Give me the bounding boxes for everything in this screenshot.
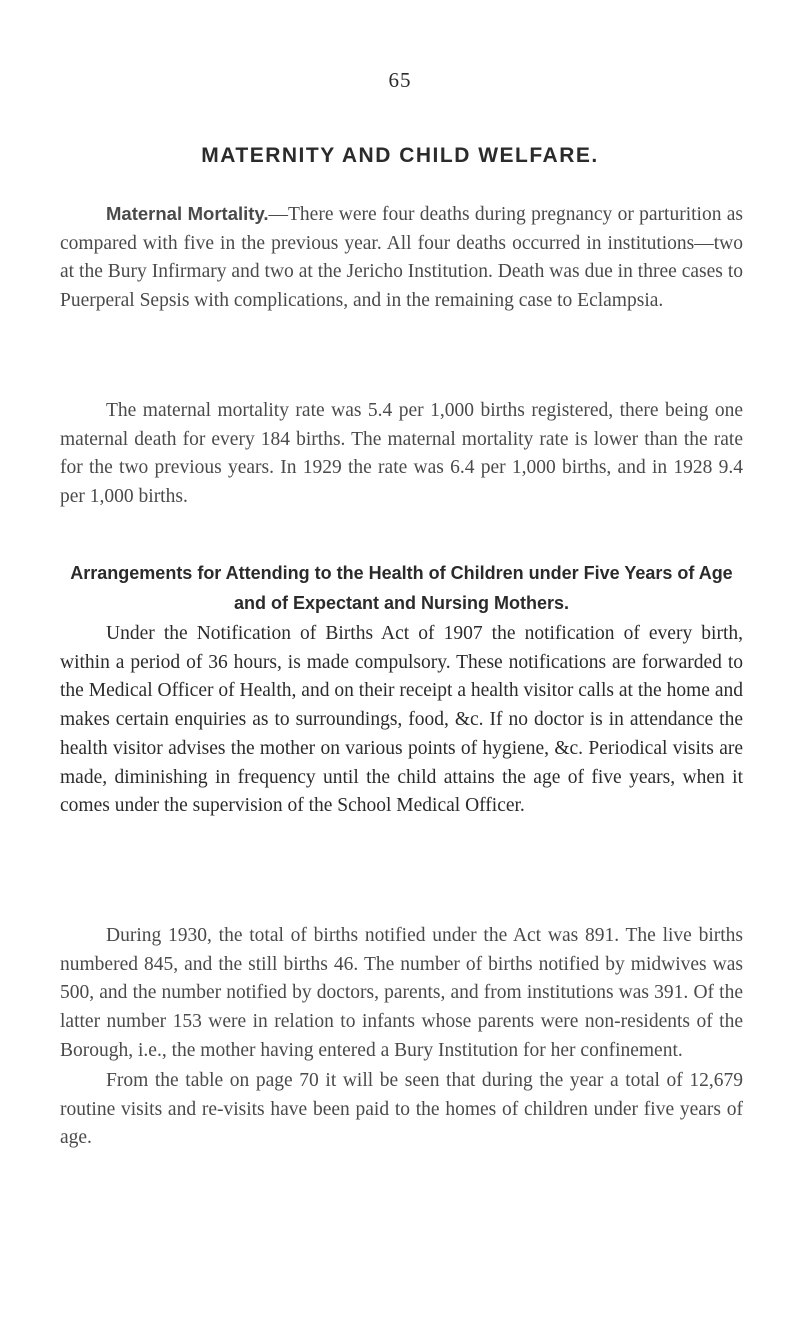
- maternal-mortality-heading: Maternal Mortality.: [106, 203, 269, 224]
- maternal-rate-paragraph: [60, 397, 743, 512]
- page-number: 65: [388, 68, 412, 92]
- births-notified-paragraph: [60, 922, 743, 1066]
- maternal-mortality-paragraph: [60, 200, 743, 316]
- routine-visits-text: From the table on page 70 it will be seen that during the year a total of 12,679 routine visits and re-visits have been paid to the homes of children under five years of age.: [60, 1070, 743, 1149]
- notification-paragraph: [60, 620, 743, 821]
- maternal-rate-text: The maternal mortality rate was 5.4 per 1,000 births registered, there being one maternal death for every 184 births. The maternal mortality rate is lower than the rate for the two previous years. In 1929 the rate was 6.4 per 1,000 births, and in 1928 9.4 per 1,000 births.: [60, 400, 743, 508]
- births-notified-text: During 1930, the total of births notified under the Act was 891. The live births numbered 845, and the still births 46. The number of births notified by midwives was 500, and the number notified by doctors, parents, and from institutions was 391. Of the latter number 153 were in relation to infants whose parents were non-residents of the Borough, i.e., the mother having entered a Bury Institution for her confinement.: [60, 925, 743, 1061]
- arrangements-heading: Arrangements for Attending to the Health of Children under Five Years of Age and of Expectant and Nursing Mothers.: [70, 563, 733, 613]
- routine-visits-paragraph: [60, 1067, 743, 1153]
- notification-text: Under the Notification of Births Act of 1907 the notification of every birth, within a period of 36 hours, is made compulsory. These notifications are forwarded to the Medical Officer of Health, and on their receipt a health visitor calls at the home and makes certain enquiries as to surroundings, food, &c. If no doctor is in attendance the health visitor advises the mother on various points of hygiene, &c. Periodical visits are made, diminishing in frequency until the child attains the age of five years, when it comes under the supervision of the School Medical Officer.: [60, 623, 743, 817]
- page-title: MATERNITY AND CHILD WELFARE.: [201, 144, 599, 167]
- maternal-mortality-text: —There were four deaths during pregnancy or parturition as compared with five in the previous year. All four deaths occurred in institutions—two at the Bury Infirmary and two at the Jericho Institution. Death was due in three cases to Puerperal Sepsis with complications, and in the remaining case to Eclampsia.: [60, 204, 744, 312]
